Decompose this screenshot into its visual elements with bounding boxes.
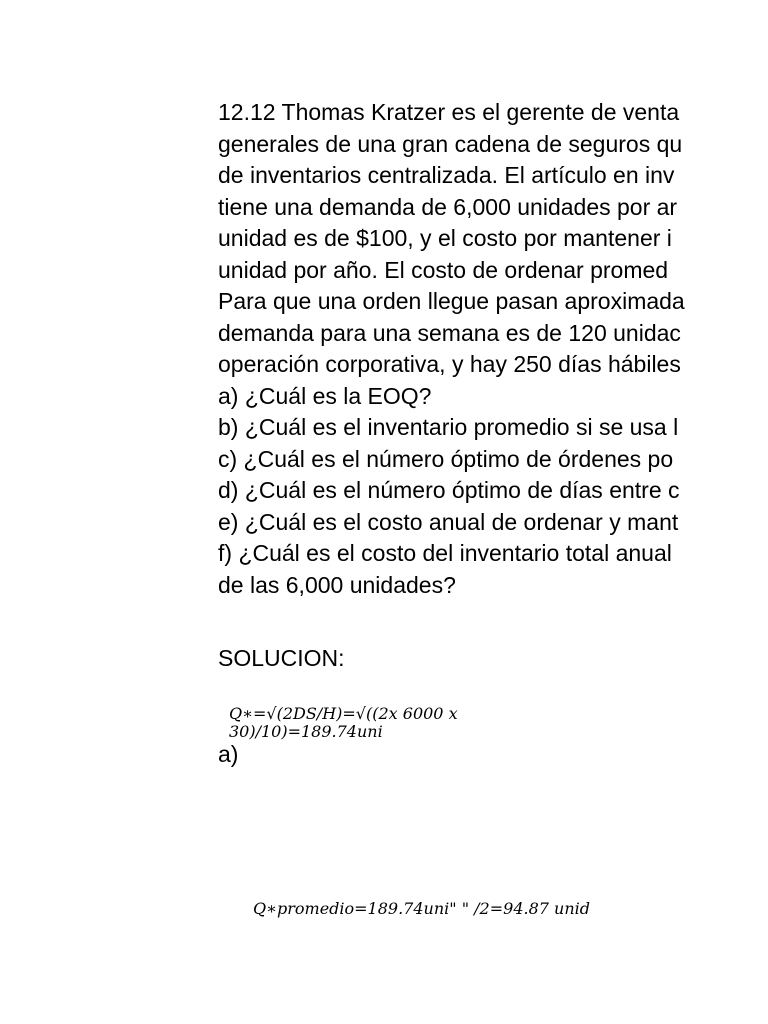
- problem-line: unidad por año. El costo de ordenar promed: [218, 256, 669, 283]
- question-c: c) ¿Cuál es el número óptimo de órdenes po: [218, 445, 674, 472]
- problem-line: tiene una demanda de 6,000 unidades por ar: [218, 193, 678, 220]
- problem-line: Para que una orden llegue pasan aproximada: [218, 288, 685, 314]
- question-f-continued: de las 6,000 unidades?: [218, 571, 456, 598]
- problem-statement: [218, 97, 768, 601]
- question-f: f) ¿Cuál es el costo del inventario total anual: [218, 540, 672, 566]
- eoq-equation-line-1: 𝑄∗=√(2𝐷𝑆/𝐻)=√((2𝑥 6000 𝑥: [229, 704, 458, 723]
- question-a: a) ¿Cuál es la EOQ?: [218, 382, 432, 409]
- problem-line: generales de una gran cadena de seguros qu: [218, 130, 683, 157]
- problem-line: operación corporativa, y hay 250 días hábiles: [218, 351, 681, 377]
- part-a-label: a): [218, 741, 239, 767]
- question-d: d) ¿Cuál es el número óptimo de días entre c: [218, 477, 680, 503]
- average-inventory-equation: 𝑄∗𝑝𝑟𝑜𝑚𝑒𝑑𝑖𝑜=189.74𝑢𝑛𝑖" " /2=94.87 𝑢𝑛𝑖𝑑: [253, 899, 590, 918]
- problem-line: 12.12 Thomas Kratzer es el gerente de venta: [218, 99, 680, 125]
- question-b: b) ¿Cuál es el inventario promedio si se usa l: [218, 414, 679, 440]
- eoq-equation-line-2: 30)/10)=189.74𝑢𝑛𝑖: [229, 722, 383, 741]
- problem-line: demanda para una semana es de 120 unidac: [218, 319, 681, 346]
- question-e: e) ¿Cuál es el costo anual de ordenar y mant: [218, 508, 679, 535]
- problem-line: de inventarios centralizada. El artículo en inv: [218, 162, 675, 188]
- solution-heading: SOLUCION:: [218, 645, 345, 671]
- eoq-equation: [229, 705, 458, 741]
- problem-line: unidad es de $100, y el costo por mantener i: [218, 225, 672, 251]
